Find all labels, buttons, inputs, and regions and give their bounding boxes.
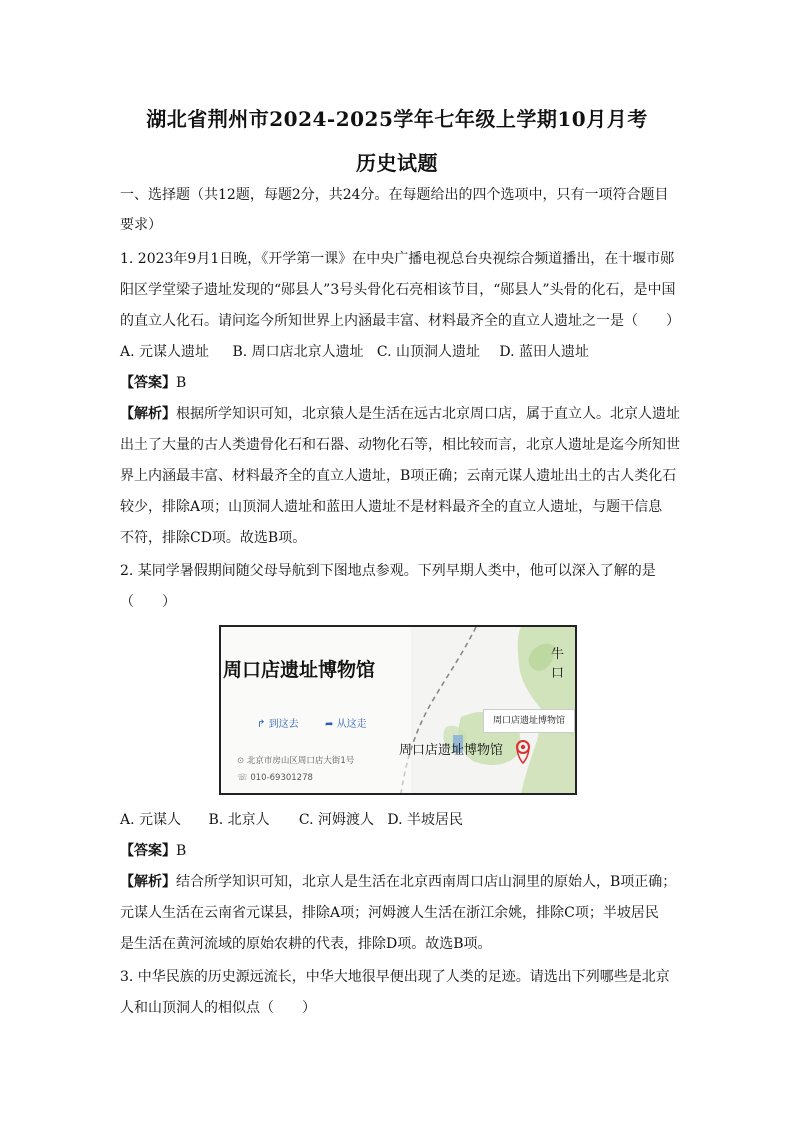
map-popup-label: 周口店遗址博物馆 — [483, 709, 575, 733]
q1-options — [120, 343, 690, 361]
start-from-here-label: 从这走 — [336, 719, 367, 730]
go-here-label: 到这去 — [268, 719, 299, 730]
q2-analysis-text-1: 结合所学知识可知，北京人是生活在北京西南周口店山洞里的原始人，B项正确； — [176, 874, 677, 890]
address-text: 北京市房山区周口店大街1号 — [246, 756, 355, 766]
q2-option-b: B. 北京人 — [208, 812, 270, 828]
place-name: 周口店遗址博物馆 — [223, 659, 376, 681]
q2-option-d: D. 半坡居民 — [387, 812, 463, 828]
q2-answer-value: B — [176, 843, 187, 859]
map-poi-label: 周口店遗址博物馆 — [399, 743, 504, 758]
forward-arrow-icon: ➦ — [325, 719, 334, 730]
phone-text: 010-69301278 — [250, 773, 313, 783]
q1-option-a: A. 元谋人遗址 — [120, 344, 210, 360]
q2-option-a: A. 元谋人 — [120, 812, 182, 828]
q2-options — [120, 811, 690, 829]
q2-stem-line-2: （ ） — [120, 594, 176, 610]
q2-answer-label: 【答案】 — [120, 843, 176, 859]
section-instructions-line-2: 要求） — [120, 217, 162, 233]
q2-analysis-line-2: 元谋人生活在云南省元谋县，排除A项；河姆渡人生活在浙江余姚，排除C项；半坡居民 — [120, 905, 659, 921]
phone-icon: ☏ — [237, 773, 248, 783]
q2-analysis-line-1 — [120, 873, 690, 891]
q1-analysis-line-4: 较少，排除A项；山顶洞人遗址和蓝田人遗址不是材料最齐全的直立人遗址，与题干信息 — [120, 499, 663, 515]
map-place-label: 牛口 — [551, 647, 565, 681]
address-row — [237, 754, 354, 766]
q1-analysis-line-1 — [120, 405, 690, 423]
q1-stem-line-1: 1. 2023年9月1日晚，《开学第一课》在中央广播电视总台央视综合频道播出，在十堰市郧 — [120, 251, 675, 267]
q2-analysis-label: 【解析】 — [120, 874, 176, 890]
q2-answer — [120, 842, 690, 860]
go-here-button[interactable] — [257, 715, 299, 730]
q1-analysis-label: 【解析】 — [120, 406, 176, 422]
q1-stem-line-3: 的直立人化石。请问迄今所知世界上内涵最丰富、材料最齐全的直立人遗址之一是（ ） — [120, 313, 680, 329]
start-from-here-button[interactable] — [325, 715, 367, 730]
exam-subtitle: 历史试题 — [356, 151, 438, 175]
q2-option-c: C. 河姆渡人 — [298, 812, 375, 828]
q1-answer-label: 【答案】 — [120, 375, 176, 391]
q3-stem-line-2: 人和山顶洞人的相似点（ ） — [120, 1000, 316, 1016]
q1-answer-value: B — [176, 375, 187, 391]
location-pin-icon: ⊙ — [237, 756, 245, 766]
q1-answer — [120, 374, 690, 392]
phone-row — [237, 773, 313, 783]
q1-option-b: B. 周口店北京人遗址 — [232, 344, 364, 360]
map-screenshot-figure — [219, 625, 577, 795]
q2-stem-line-1: 2. 某同学暑假期间随父母导航到下图地点参观。下列早期人类中，他可以深入了解的是 — [120, 563, 656, 579]
q3-stem-line-1: 3. 中华民族的历史源远流长，中华大地很早便出现了人类的足迹。请选出下列哪些是北京 — [120, 969, 670, 985]
q1-stem-line-2: 阳区学堂梁子遗址发现的“郧县人”3号头骨化石亮相该节目，“郧县人”头骨的化石，是中国 — [120, 282, 676, 298]
q1-analysis-text-1: 根据所学知识可知，北京猿人是生活在远古北京周口店，属于直立人。北京人遗址 — [176, 406, 680, 422]
turn-arrow-icon: ↱ — [257, 719, 266, 730]
q1-analysis-line-2: 出土了大量的古人类遗骨化石和石器、动物化石等，相比较而言，北京人遗址是迄今所知世 — [120, 437, 680, 453]
q1-analysis-line-5: 不符，排除CD项。故选B项。 — [120, 530, 307, 546]
q1-option-c: C. 山顶洞人遗址 — [376, 344, 481, 360]
q2-analysis-line-3: 是生活在黄河流域的原始农耕的代表，排除D项。故选B项。 — [120, 936, 492, 952]
q1-analysis-line-3: 界上内涵最丰富、材料最齐全的直立人遗址，B项正确；云南元谋人遗址出土的古人类化石 — [120, 468, 677, 484]
q1-option-d: D. 蓝田人遗址 — [499, 344, 589, 360]
section-instructions-line-1: 一、选择题（共12题，每题2分，共24分。在每题给出的四个选项中，只有一项符合题目 — [120, 187, 669, 203]
exam-title: 湖北省荆州市2024-2025学年七年级上学期10月月考 — [146, 107, 648, 131]
